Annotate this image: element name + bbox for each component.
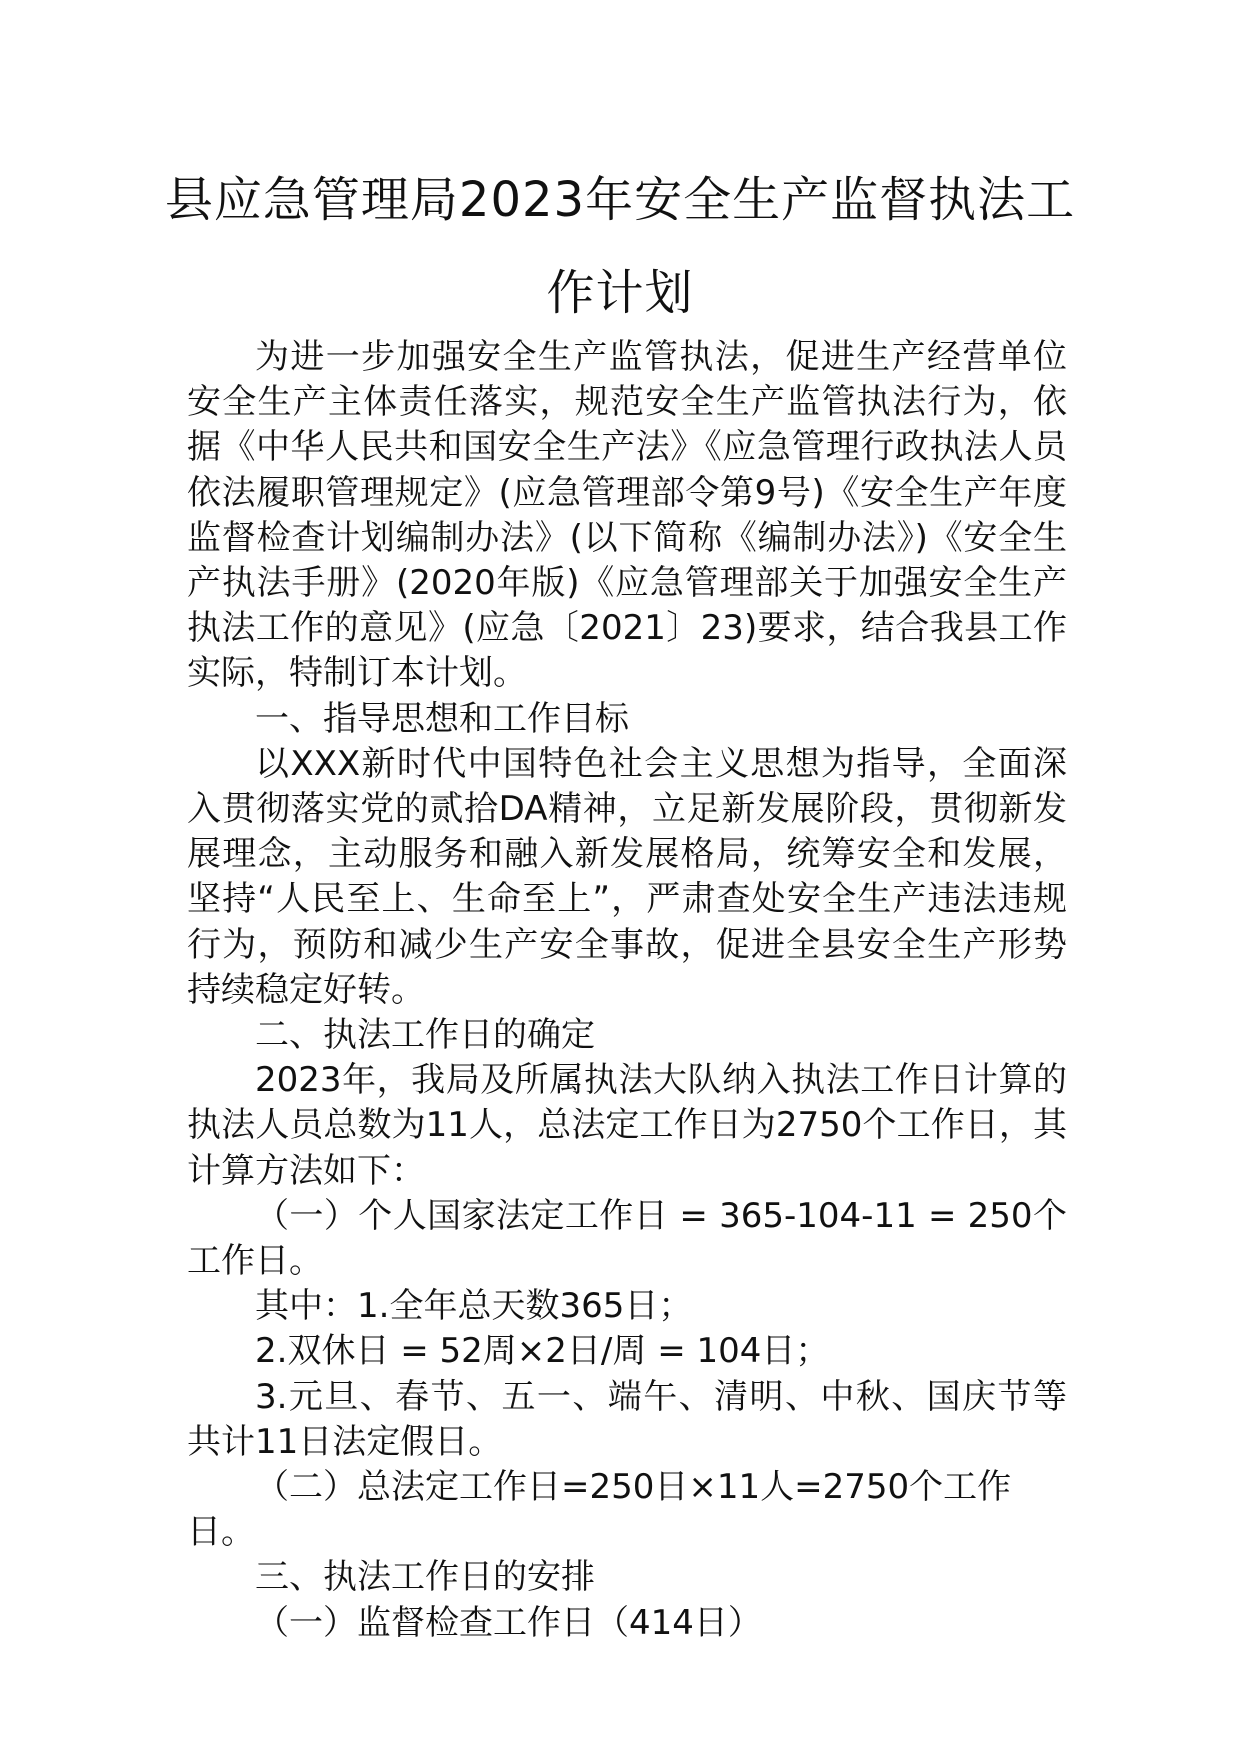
document-body [187, 335, 1067, 1646]
subsection-heading-inspection: （一）监督检查工作日（414日） [255, 1602, 762, 1643]
intro-paragraph: 为进一步加强安全生产监管执法，促进生产经营单位安全生产主体责任落实，规范安全生产监管执法行为，依据《中华人民共和国安全生产法》《应急管理行政执法人员依法履职管理规定》(应急管理部令第9号)《安全生产年度监督检查计划编制办法》(以下简称《编制办法》)《安全生产执法手册》(2020年版)《应急管理部关于加强安全生产执法工作的意见》(应急〔2021〕23)要求，结合我县工作实际，特制订本计划。 [187, 337, 1067, 694]
weekend-days-item: 2.双休日 = 52周×2日/周 = 104日； [255, 1331, 830, 1372]
document-title-line-1: 县应急管理局2023年安全生产监督执法工 [164, 172, 1076, 228]
section-heading-2: 二、执法工作日的确定 [255, 1015, 595, 1056]
guiding-ideology-paragraph: 以XXX新时代中国特色社会主义思想为指导，全面深入贯彻落实党的贰拾DA精神，立足新发展阶段，贯彻新发展理念，主动服务和融入新发展格局，统筹安全和发展，坚持“人民至上、生命至上”，严肃查处安全生产违法违规行为，预防和减少生产安全事故，促进全县安全生产形势持续稳定好转。 [187, 743, 1067, 1010]
section-heading-1: 一、指导思想和工作目标 [255, 698, 629, 739]
individual-workday-formula: （一）个人国家法定工作日 = 365-104-11 = 250个工作日。 [187, 1195, 1067, 1282]
total-workday-formula: （二）总法定工作日=250日×11人=2750个工作日。 [187, 1467, 1012, 1553]
document-title-line-2: 作计划 [546, 265, 694, 321]
total-days-item: 其中：1.全年总天数365日； [255, 1286, 693, 1327]
holidays-item: 3.元旦、春节、五一、端午、清明、中秋、国庆节等共计11日法定假日。 [187, 1376, 1067, 1462]
workday-total-paragraph: 2023年，我局及所属执法大队纳入执法工作日计算的执法人员总数为11人，总法定工作日为2750个工作日，其计算方法如下： [187, 1060, 1067, 1191]
section-heading-3: 三、执法工作日的安排 [255, 1557, 595, 1598]
